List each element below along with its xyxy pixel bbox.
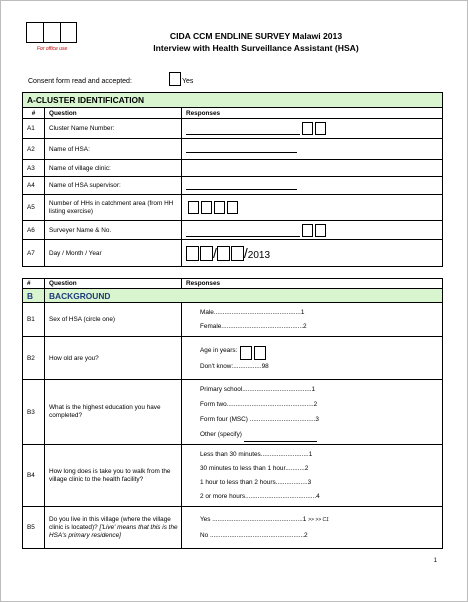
office-use-box[interactable] [26,22,43,43]
digit-box[interactable] [302,122,313,135]
date-separator: / [213,245,217,261]
table-row [23,337,443,380]
date-separator: / [243,245,248,261]
digit-box[interactable] [315,224,326,237]
table-row [23,195,443,221]
section-b-letter: B [23,289,45,303]
response-option[interactable]: Less than 30 minutes...........................1 [200,450,313,458]
response-option[interactable]: Form two.................................................2 [200,401,318,408]
digit-box[interactable] [254,346,266,360]
table-row [23,380,443,445]
consent-label: Consent form read and accepted: [28,78,132,85]
question-text: Name of village clinic: [45,160,182,177]
question-number: A4 [23,177,45,195]
question-text: Number of HHs in catchment area (from HH listing exercise) [45,195,182,221]
section-a-table [22,92,443,267]
table-row [23,160,443,177]
question-text: Sex of HSA (circle one) [45,303,182,337]
response-cell [182,221,443,240]
question-text: How long does is take you to walk from the village clinic to the health facility? [45,445,182,507]
col-responses-header: Responses [182,108,443,119]
digit-box[interactable] [200,246,213,261]
col-num-header: # [23,279,45,289]
answer-line[interactable] [244,434,317,442]
office-use-label: For office use [37,46,68,52]
question-number: B5 [23,507,45,549]
response-option[interactable]: 1 hour to less than 2 hours..................3 [200,478,312,486]
digit-box[interactable] [227,201,238,214]
section-a-title: A-CLUSTER IDENTIFICATION [23,93,443,108]
answer-line[interactable] [186,145,297,153]
response-cell[interactable] [182,160,443,177]
response-cell [182,337,443,380]
survey-title: CIDA CCM ENDLINE SURVEY Malawi 2013 [169,31,343,41]
question-number: A2 [23,139,45,160]
question-number: A3 [23,160,45,177]
response-cell [182,445,443,507]
response-option[interactable]: 30 minutes to less than 1 hour...........2 [200,464,309,472]
digit-box[interactable] [201,201,212,214]
page-number: 1 [433,558,437,564]
table-row [23,240,443,267]
table-row [23,507,443,549]
digit-box[interactable] [315,122,326,135]
digit-box[interactable] [231,246,244,261]
question-number: A5 [23,195,45,221]
survey-subtitle: Interview with Health Surveillance Assistant (HSA) [153,43,359,53]
response-cell [182,507,443,549]
col-question-header: Question [45,279,182,289]
question-number: A6 [23,221,45,240]
question-number: A7 [23,240,45,267]
table-row [23,221,443,240]
response-cell [182,303,443,337]
response-option[interactable]: Primary school.......................................1 [200,386,316,393]
col-question-header: Question [45,108,182,119]
question-text: Cluster Name Number: [45,119,182,139]
question-text: What is the highest education you have completed? [45,380,182,445]
question-text: Surveyer Name & No. [45,221,182,240]
table-row [23,177,443,195]
response-cell [182,195,443,221]
question-number: B2 [23,337,45,380]
section-b-table [22,278,443,549]
age-label: Age in years: [200,347,238,354]
digit-box[interactable] [217,246,230,261]
response-option[interactable]: No .....................................................2 [200,531,308,539]
table-row [23,119,443,139]
table-row [23,303,443,337]
answer-line[interactable] [186,182,297,190]
question-text: How old are you? [45,337,182,380]
digit-box[interactable] [240,346,252,360]
response-option[interactable]: 2 or more hours........................................4 [200,492,320,500]
question-number: B1 [23,303,45,337]
response-option[interactable]: Form four (MSC) .....................................3 [200,416,319,423]
response-cell [182,380,443,445]
office-use-box[interactable] [43,22,60,43]
answer-line[interactable] [186,229,300,237]
table-row [23,139,443,160]
response-option[interactable]: Yes ...................................................1 [200,515,307,523]
digit-box[interactable] [186,246,199,261]
digit-box[interactable] [214,201,225,214]
question-number: B4 [23,445,45,507]
consent-yes-label: Yes [182,78,194,85]
digit-box[interactable] [188,201,199,214]
response-option[interactable]: Don't know:................98 [200,363,269,370]
question-text: Day / Month / Year [45,240,182,267]
section-b-title: BACKGROUND [45,289,443,303]
response-option[interactable]: Male.................................................1 [200,308,305,316]
skip-instruction: >> >> C1 [308,516,329,523]
question-number: A1 [23,119,45,139]
table-row [23,445,443,507]
col-responses-header: Responses [182,279,443,289]
consent-checkbox[interactable] [169,72,181,86]
question-note: ['Live' means that this is the HSA's primary residence] [49,523,178,539]
digit-box[interactable] [302,224,313,237]
response-option: Other (specify) [200,431,242,438]
question-text [45,507,182,549]
response-cell [182,240,443,267]
office-use-boxes[interactable] [26,22,77,43]
question-number: B3 [23,380,45,445]
col-num-header: # [23,108,45,119]
question-text-plain: Do you live in this village (where the village clinic is located)? [49,515,171,531]
office-use-box[interactable] [60,22,77,43]
answer-line[interactable] [186,127,300,135]
question-text: Name of HSA: [45,139,182,160]
response-option[interactable]: Female..............................................2 [200,322,307,330]
response-cell [182,177,443,195]
response-cell [182,139,443,160]
response-cell [182,119,443,139]
question-text: Name of HSA supervisor: [45,177,182,195]
year-text: 2013 [247,250,271,261]
